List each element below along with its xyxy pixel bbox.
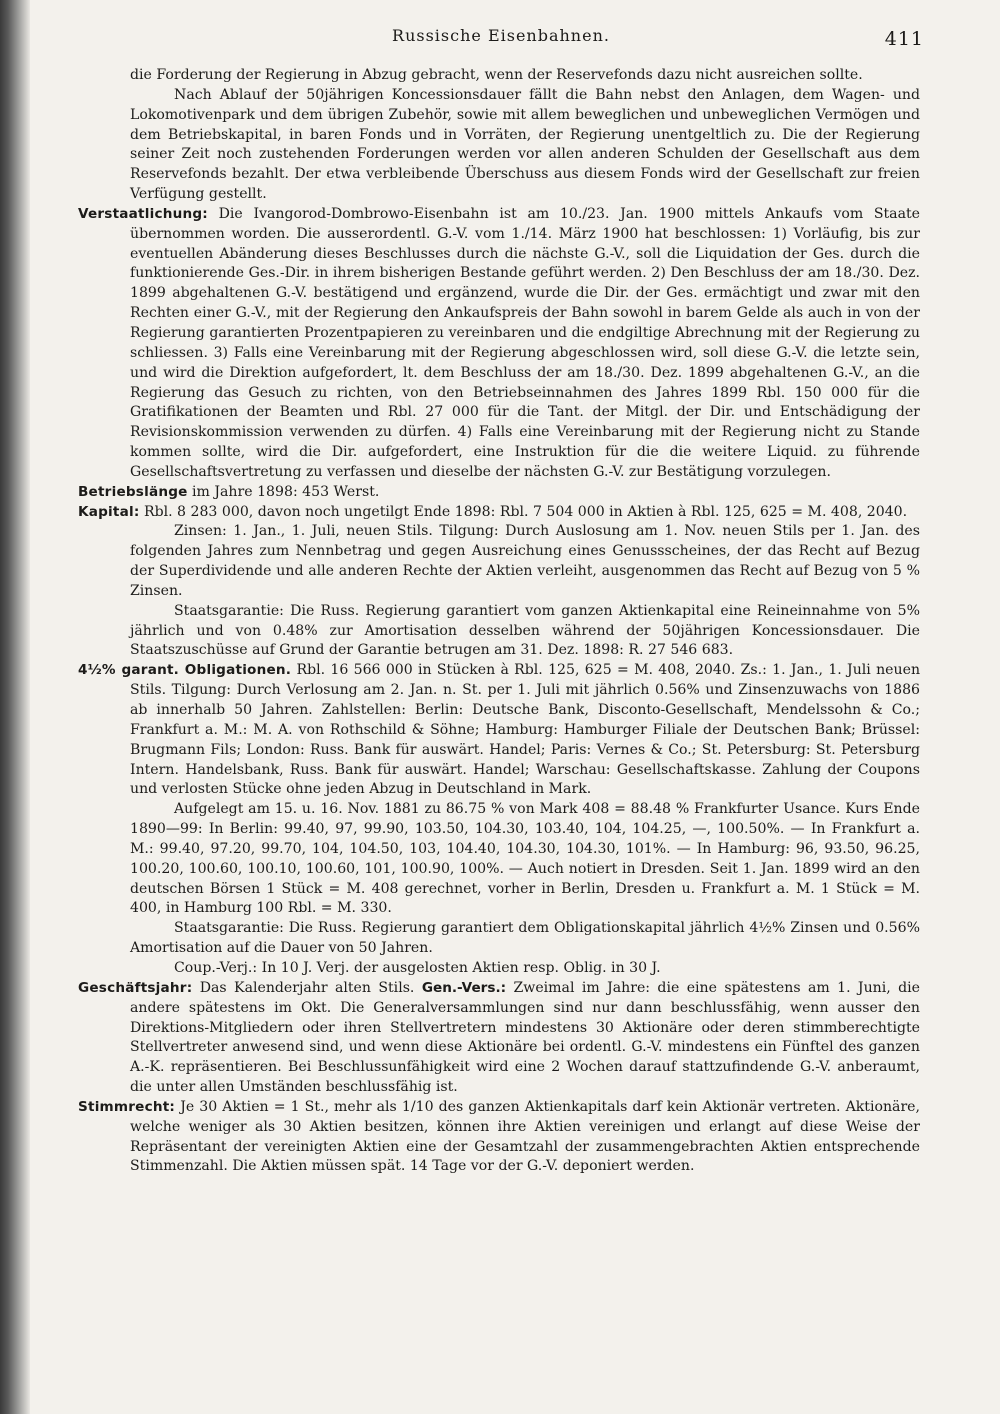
text-verstaatlichung: Die Ivangorod-Dombrowo-Eisenbahn ist am 10./23. Jan. 1900 mittels Ankaufs vom Staate übernommen worden. Die ausserordentl. G.-V. vom 1./14. März 1900 hat beschlossen: 1) Vorläufig, bis zur eventuellen Abänderung dieses Beschlusses durch die nächste G.-V., soll die Liquidation der Ges. durch die funktionierende Ges.-Dir. in ihrem bisherigen Bestande geführt werden. 2) Den Beschluss der am 18./30. Dez. 1899 abgehaltenen G.-V. bestätigend und ergänzend, wurde die Dir. der Ges. ermächtigt und zwar mit den Rechten einer G.-V., mit der Regierung den Ankaufspreis der Bahn sowohl in barem Gelde als auch in von der Regierung garantierten Prozentpapieren zu vereinbaren und die endgiltige Abrechnung mit der Regierung zu schliessen. 3) Falls eine Vereinbarung mit der Regierung abgeschlossen wird, soll diese G.-V. die letzte sein, und wird die Direktion aufgefordert, lt. dem Beschluss der am 18./30. Dez. 1899 abgehaltenen G.-V., an die Regierung das Gesuch zu richten, von den Betriebseinnahmen des Jahres 1899 Rbl. 150 000 für die Gratifikationen der Beamten und Rbl. 27 000 für die Tant. der Mitgl. der Dir. und Entschädigung der Revisionskommission verwenden zu dürfen. 4) Falls eine Vereinbarung mit der Regierung nicht zu Stande kommen sollte, wird die Dir. aufgefordert, eine Instruktion für die die weitere Liquid. zu führende Gesellschaftsvertretung zu verfassen und dieselbe der nächsten G.-V. zur Bestätigung vorzulegen. xyxy=(130,205,920,480)
paragraph-reserve-fund: die Forderung der Regierung in Abzug gebracht, wenn der Reservefonds dazu nicht ausreichen sollte. xyxy=(130,67,863,83)
body-text xyxy=(78,66,920,1177)
paragraph-zinsen: Zinsen: 1. Jan., 1. Juli, neuen Stils. Tilgung: Durch Auslosung am 1. Nov. neuen Stils per 1. Jan. des folgenden Jahres zum Nennbetrag und gegen Ausreichung eines Genussscheines, der das Recht auf Bezug der Superdividende und alle anderen Rechte der Aktien verleiht, ausgenommen das Recht auf Bezug von 5 % Zinsen. xyxy=(130,523,920,599)
running-header xyxy=(78,24,924,54)
section-betriebslaenge xyxy=(78,483,920,503)
page-number: 411 xyxy=(884,28,924,50)
heading-obligationen: 4½% garant. Obligationen. xyxy=(78,662,292,679)
paragraph-staatsgarantie-aktien: Staatsgarantie: Die Russ. Regierung garantiert vom ganzen Aktienkapital eine Reineinnahme von 5% jährlich und von 0.48% zur Amortisation desselben während der 50jährigen Koncessionsdauer. Die Staatszuschüsse auf Grund der Garantie betrugen am 31. Dez. 1898: R. 27 546 683. xyxy=(130,602,920,659)
text-betriebslaenge: im Jahre 1898: 453 Werst. xyxy=(192,483,380,500)
section-stimmrecht xyxy=(78,1098,920,1177)
heading-betriebslaenge: Betriebslänge xyxy=(78,483,188,500)
paragraph-aufgelegt: Aufgelegt am 15. u. 16. Nov. 1881 zu 86.75 % von Mark 408 = 88.48 % Frankfurter Usance. Kurs Ende 1890—99: In Berlin: 99.40, 97, 99.90, 103.50, 104.30, 103.40, 104, 104.25, —, 100.50%. — In Frankfurt a. M.: 99.40, 97.20, 99.70, 104, 104.50, 103, 104.40, 104.30, 104.30, 101%. — In Hamburg: 96, 93.50, 96.25, 100.20, 100.60, 100.10, 100.60, 101, 100.90, 100%. — Auch notiert in Dresden. Seit 1. Jan. 1899 wird an den deutschen Börsen 1 Stück = M. 408 gerechnet, vorher in Berlin, Dresden u. Frankfurt a. M. 1 Stück = M. 400, in Hamburg 100 Rbl. = M. 330. xyxy=(130,801,920,917)
section-obligationen xyxy=(78,661,920,800)
text-geschaeftsjahr: Das Kalenderjahr alten Stils. xyxy=(199,979,415,996)
section-kapital xyxy=(78,503,920,523)
text-obligationen: Rbl. 16 566 000 in Stücken à Rbl. 125, 625 = M. 408, 2040. Zs.: 1. Jan., 1. Juli neuen Stils. Tilgung: Durch Verlosung am 2. Jan. n. St. per 1. Juli mit jährlich 0.56% und Zinsenzuwachs von 1886 ab innerhalb 50 Jahren. Zahlstellen: Berlin: Deutsche Bank, Disconto-Gesellschaft, Mendelssohn & Co.; Frankfurt a. M.: M. A. von Rothschild & Söhne; Hamburg: Hamburger Filiale der Deutschen Bank; Brüssel: Brugmann Fils; London: Russ. Bank für auswärt. Handel; Paris: Vernes & Co.; St. Petersburg: St. Petersburg Intern. Handelsbank, Russ. Bank für auswärt. Handel; Warschau: Gesellschaftskasse. Zahlung der Coupons und verlosten Stücke ohne jeden Abzug in Deutschland in Mark. xyxy=(130,662,921,798)
heading-geschaeftsjahr: Geschäftsjahr: xyxy=(78,979,193,996)
section-verstaatlichung xyxy=(78,205,920,483)
heading-stimmrecht: Stimmrecht: xyxy=(78,1098,176,1115)
text-gen-vers: Zweimal im Jahre: die eine spätestens am 1. Juni, die andere spätestens im Okt. Die Generalversammlungen sind nur dann beschlussfähig, wenn ausser den Direktions-Mitgliedern oder ihren Stellvertretern mindestens 30 Aktionäre oder deren stimmberechtigte Stellvertreter anwesend sind, und wenn diese Aktionäre bei ordentl. G.-V. mindestens ein Fünftel des ganzen A.-K. repräsentieren. Bei Beschlussunfähigkeit wird eine 2 Wochen darauf stattzufindende G.-V. anberaumt, die unter allen Umständen beschlussfähig ist. xyxy=(130,979,920,1096)
text-kapital: Rbl. 8 283 000, davon noch ungetilgt Ende 1898: Rbl. 7 504 000 in Aktien à Rbl. 125, 625 = M. 408, 2040. xyxy=(143,503,908,520)
running-title: Russische Eisenbahnen. xyxy=(392,26,610,45)
heading-kapital: Kapital: xyxy=(78,503,140,520)
heading-gen-vers: Gen.-Vers.: xyxy=(421,979,507,996)
paragraph-staatsgarantie-obligationen: Staatsgarantie: Die Russ. Regierung garantiert dem Obligationskapital jährlich 4½% Zinsen und 0.56% Amortisation auf die Dauer von 50 Jahren. xyxy=(130,920,920,957)
paragraph-coupon-verjaehrung: Coup.-Verj.: In 10 J. Verj. der ausgelosten Aktien resp. Oblig. in 30 J. xyxy=(174,959,661,976)
paragraph-concession-end: Nach Ablauf der 50jährigen Koncessionsdauer fällt die Bahn nebst den Anlagen, dem Wagen- und Lokomotivenpark und dem übrigen Zubehör, sowie mit allem beweglichen und unbeweglichen Vermögen und dem Betriebskapital, in baren Fonds und in Vorräten, der Regierung unentgeltlich zu. Die der Regierung seiner Zeit noch zustehenden Forderungen werden vor allen anderen Schulden der Gesellschaft aus dem Reservefonds bezahlt. Der etwa verbleibende Überschuss aus diesem Fonds wird der Gesellschaft zur freien Verfügung gestellt. xyxy=(130,86,920,203)
heading-verstaatlichung: Verstaatlichung: xyxy=(78,205,208,222)
section-geschaeftsjahr xyxy=(78,979,920,1098)
text-stimmrecht: Je 30 Aktien = 1 St., mehr als 1/10 des ganzen Aktienkapitals darf kein Aktionär vertreten. Aktionäre, welche weniger als 30 Aktien besitzen, können ihre Aktien vereinigen und erlangt auf diese Weise der Repräsentant der vereinigten Aktien eine der Gesamtzahl der zusammengebrachten Aktien entsprechende Stimmenzahl. Die Aktien müssen spät. 14 Tage vor der G.-V. deponiert werden. xyxy=(130,1098,921,1175)
